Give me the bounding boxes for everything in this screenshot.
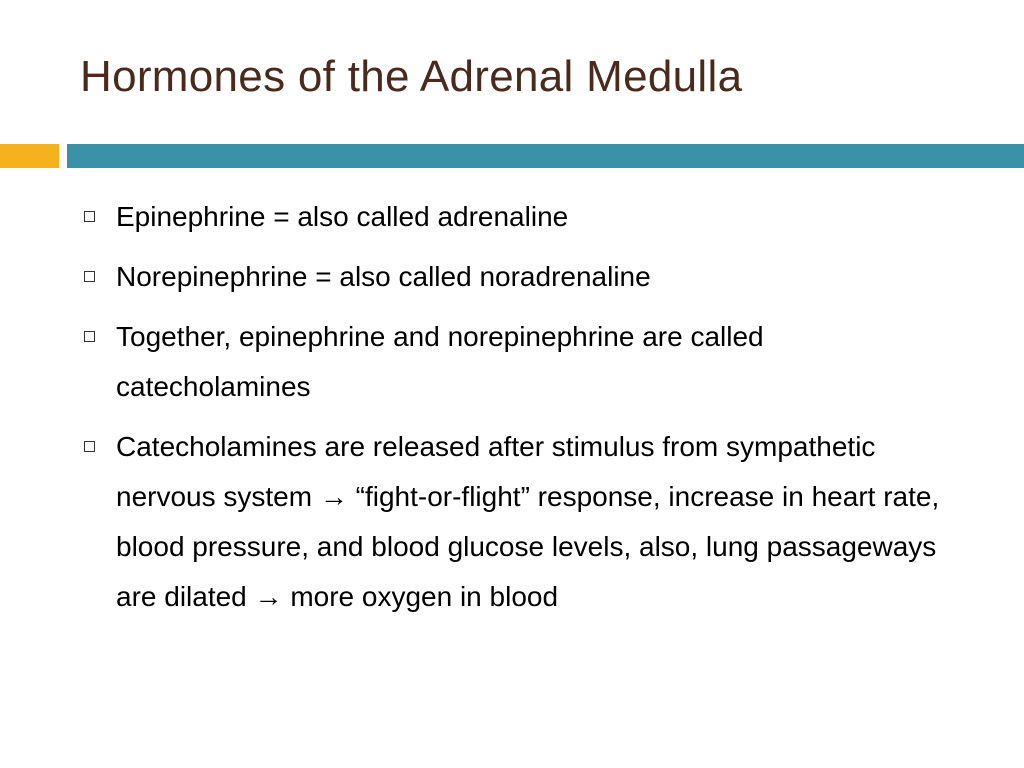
accent-bar-teal [67, 144, 1024, 168]
square-bullet-icon [84, 441, 95, 452]
bullet-text: Epinephrine = also called adrenaline [116, 201, 569, 232]
accent-bar-gold [0, 144, 59, 168]
square-bullet-icon [84, 211, 95, 222]
bullet-item [80, 192, 940, 242]
square-bullet-icon [84, 271, 95, 282]
bullet-text: Together, epinephrine and norepinephrine are called catecholamines [116, 321, 764, 402]
bullet-item [80, 252, 940, 302]
square-bullet-icon [84, 331, 95, 342]
bullet-text: Norepinephrine = also called noradrenaline [116, 261, 651, 292]
bullet-list [80, 192, 940, 632]
bullet-item [80, 422, 940, 622]
bullet-text: Catecholamines are released after stimulus from sympathetic nervous system → “fight-or-flight” response, increase in heart rate, blood pressure, and blood glucose levels, also, lung passageways are dilated → more oxygen in blood [116, 431, 940, 612]
slide-title: Hormones of the Adrenal Medulla [80, 52, 743, 101]
bullet-item [80, 312, 940, 412]
